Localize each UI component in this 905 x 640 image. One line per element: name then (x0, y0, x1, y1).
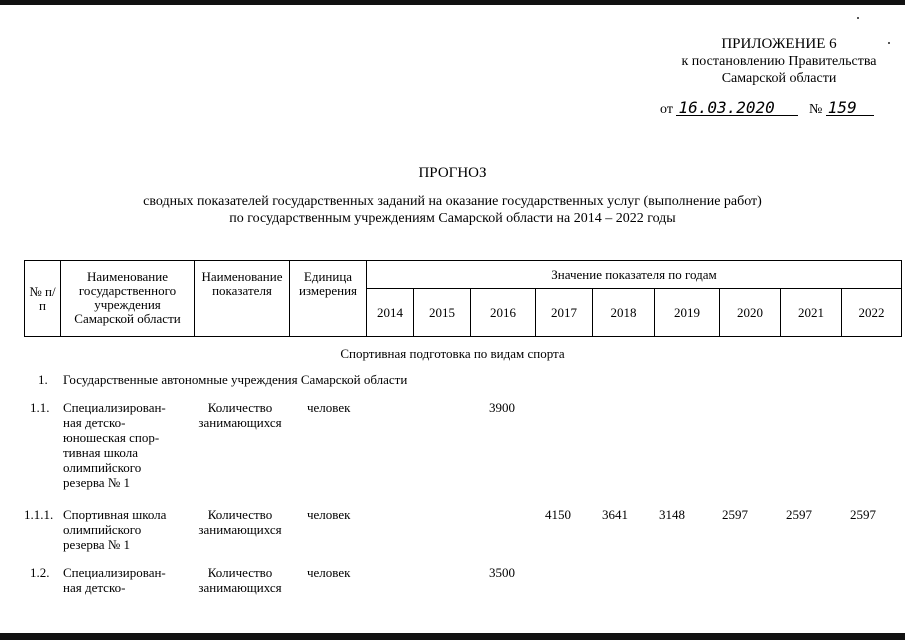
row-institution-line: ная детско- (63, 580, 126, 595)
appendix-block (660, 36, 898, 87)
row-institution-line: юношеская спор- (63, 430, 160, 445)
col-institution-header: Наименование государственного учреждения Самарской области (61, 261, 195, 337)
year-header: 2020 (720, 289, 781, 337)
col-unit-header: Единица измерения (290, 261, 367, 337)
row-value-2016: 3900 (489, 400, 515, 415)
row-indicator (194, 565, 286, 595)
row-value-2022: 2597 (850, 507, 876, 522)
order-reference (660, 100, 895, 118)
order-date: 16.03.2020 (676, 100, 798, 116)
year-header: 2021 (781, 289, 842, 337)
document-subtitle (0, 193, 905, 227)
order-number: 159 (826, 100, 874, 116)
row-value-2019: 3148 (659, 507, 685, 522)
row-institution-line: олимпийского (63, 522, 142, 537)
row-indicator-line: занимающихся (198, 580, 282, 595)
group-name: Государственные автономные учреждения Самарской области (63, 372, 408, 387)
row-indicator-line: Количество (207, 565, 273, 580)
row-indicator (194, 507, 286, 537)
year-header: 2015 (414, 289, 471, 337)
year-header: 2017 (536, 289, 593, 337)
appendix-line-3: Самарской области (721, 71, 837, 86)
row-institution (63, 565, 191, 595)
year-header: 2018 (593, 289, 655, 337)
row-institution-line: олимпийского (63, 460, 142, 475)
row-institution (63, 507, 191, 552)
row-institution-line: ная детско- (63, 415, 126, 430)
row-value-2021: 2597 (786, 507, 812, 522)
row-value-2016: 3500 (489, 565, 515, 580)
appendix-line-2: к постановлению Правительства (681, 54, 877, 69)
row-unit: человек (307, 565, 351, 580)
row-value-2020: 2597 (722, 507, 748, 522)
row-indicator-line: занимающихся (198, 522, 282, 537)
row-institution-line: Специализирован- (63, 565, 166, 580)
col-values-header: Значение показателя по годам (367, 261, 902, 289)
row-institution-line: Специализирован- (63, 400, 166, 415)
col-indicator-header: Наименование показателя (195, 261, 290, 337)
row-institution-line: резерва № 1 (63, 475, 130, 490)
row-number: 1.1. (30, 400, 50, 415)
year-header: 2019 (655, 289, 720, 337)
row-indicator-line: Количество (207, 400, 273, 415)
subtitle-line-1: сводных показателей государственных заданий на оказание государственных услуг (выполнение работ) (143, 194, 762, 209)
row-institution-line: резерва № 1 (63, 537, 130, 552)
year-header: 2016 (471, 289, 536, 337)
group-number: 1. (38, 372, 48, 387)
subtitle-line-2: по государственным учреждениям Самарской области на 2014 – 2022 годы (229, 211, 676, 226)
row-institution-line: тивная школа (63, 445, 138, 460)
row-indicator-line: занимающихся (198, 415, 282, 430)
row-number: 1.1.1. (24, 507, 54, 522)
row-value-2018: 3641 (602, 507, 628, 522)
scan-bottom-edge (0, 633, 905, 640)
table-header (24, 260, 902, 337)
col-number-header: № п/п (25, 261, 61, 337)
row-indicator-line: Количество (207, 507, 273, 522)
year-header: 2022 (842, 289, 902, 337)
row-institution (63, 400, 191, 490)
row-value-2017: 4150 (545, 507, 571, 522)
scan-top-edge (0, 0, 905, 5)
year-header: 2014 (367, 289, 414, 337)
number-label: № (808, 102, 823, 117)
scan-speck (857, 17, 859, 19)
from-label: от (660, 102, 673, 117)
section-title: Спортивная подготовка по видам спорта (340, 346, 565, 361)
row-indicator (194, 400, 286, 430)
row-unit: человек (307, 507, 351, 522)
row-institution-line: Спортивная школа (63, 507, 167, 522)
document-title: ПРОГНОЗ (418, 165, 487, 181)
row-number: 1.2. (30, 565, 50, 580)
appendix-title: ПРИЛОЖЕНИЕ 6 (721, 36, 837, 52)
row-unit: человек (307, 400, 351, 415)
